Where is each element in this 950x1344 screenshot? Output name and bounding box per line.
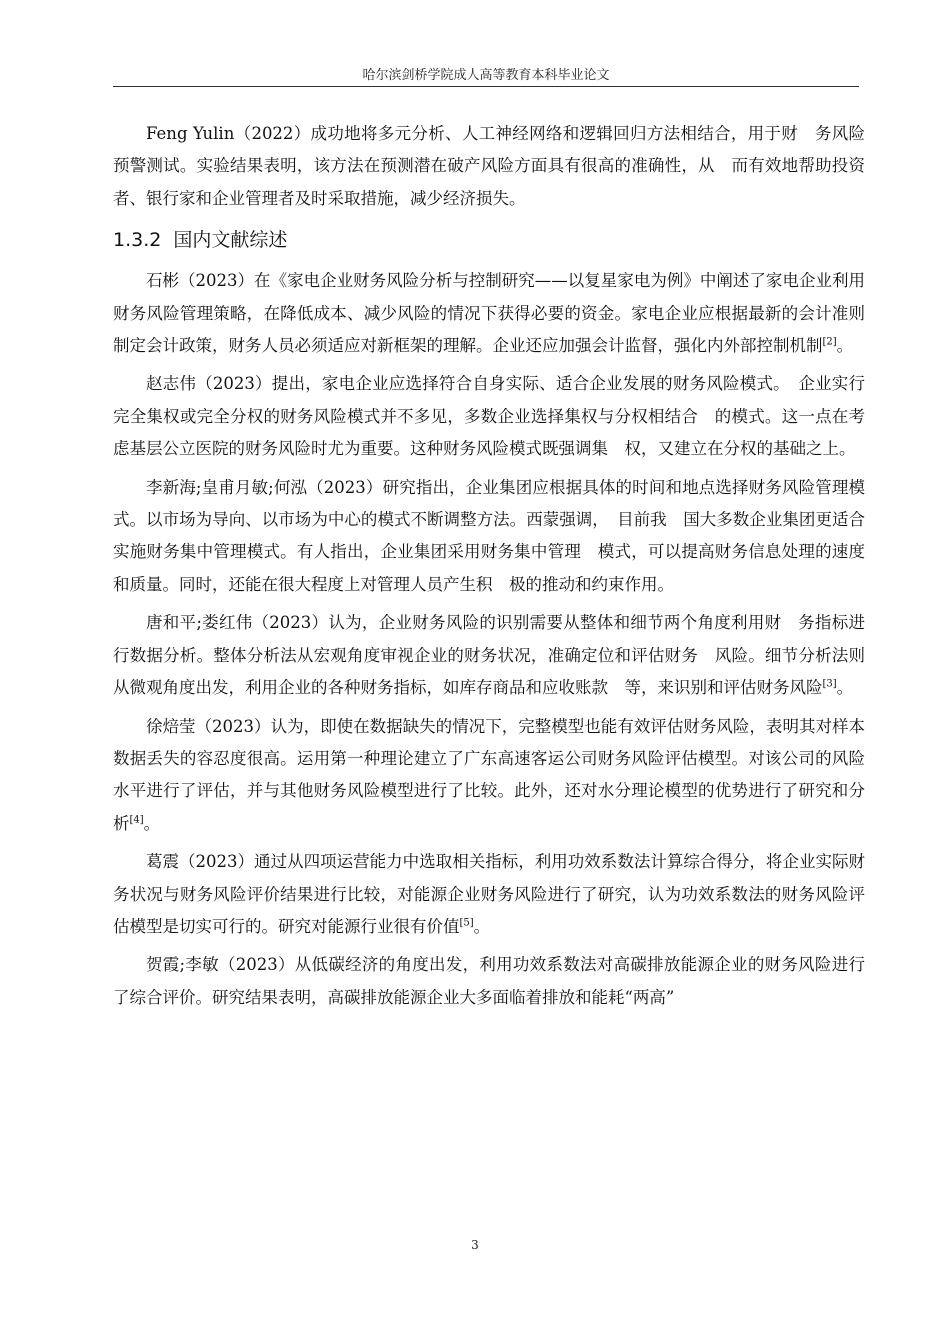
paragraph-text: 葛震（2023）通过从四项运营能力中选取相关指标，利用功效系数法计算综合得分，将企业实际财务状况与财务风险评价结果进行比较，对能源企业财务风险进行了研究，认为功效系数法的财务风险评估模型是切实可行的。研究对能源行业很有价值 [113,852,865,936]
citation-ref: [4] [129,814,144,826]
paragraph-text: 徐焙莹（2023）认为，即使在数据缺失的情况下，完整模型也能有效评估财务风险，表明其对样本数据丢失的容忍度很高。运用第一种理论建立了广东高速客运公司财务风险评估模型。对该公司的风险水平进行了评估，并与其他财务风险模型进行了比较。此外，还对水分理论模型的优势进行了研究和分析 [113,716,865,833]
paragraph-text: 李新海;皇甫月敏;何泓（2023）研究指出，企业集团应根据具体的时间和地点选择财务风险管理模式。以市场为导向、以市场为中心的模式不断调整方法。西蒙强调， 目前我 国大多数企业集团更适合实施财务集中管理模式。有人指出，企业集团采用财务集中管理 模式，可以提高财务信息处理的速度和质量。同时，还能在很大程度上对管理人员产生积 极的推动和约束作用。 [113,477,865,594]
citation-ref: [2] [822,336,837,348]
paragraph [113,846,865,943]
paragraph [113,368,865,465]
paragraph [113,265,865,362]
paragraph [113,711,865,841]
header-rule [113,86,859,87]
section-number: 1.3.2 [113,229,162,252]
paragraph-tail: 。 [836,336,854,356]
citation-ref: [3] [822,678,837,690]
paragraph [113,472,865,602]
page-header: 哈尔滨剑桥学院成人高等教育本科毕业论文 [362,68,610,83]
page-number: 3 [471,1238,479,1252]
paragraph-text: Feng Yulin（2022）成功地将多元分析、人工神经网络和逻辑回归方法相结合，用于财 务风险预警测试。实验结果表明，该方法在预测潜在破产风险方面具有很高的准确性，从 而有效地帮助投资者、银行家和企业管理者及时采取措施，减少经济损失。 [113,124,865,208]
paragraph-text: 赵志伟（2023）提出，家电企业应选择符合自身实际、适合企业发展的财务风险模式。 企业实行完全集权或完全分权的财务风险模式并不多见，多数企业选择集权与分权相结合 的模式。这一点在考虑基层公立医院的财务风险时尤为重要。这种财务风险模式既强调集 权，又建立在分权的基础之上。 [113,374,865,459]
paragraph-text: 石彬（2023）在《家电企业财务风险分析与控制研究——以复星家电为例》中阐述了家电企业利用财务风险管理策略，在降低成本、减少风险的情况下获得必要的资金。家电企业应根据最新的会计准则制定会计政策，财务人员必须适应对新框架的理解。企业还应加强会计监督，强化内外部控制机制 [113,271,865,356]
paragraph-tail: 。 [836,678,854,698]
paragraph [113,118,865,215]
section-title: 国内文献综述 [173,229,288,252]
citation-ref: [5] [459,917,474,929]
paragraph [113,949,865,1014]
paragraph-text: 贺霞;李敏（2023）从低碳经济的角度出发，利用功效系数法对高碳排放能源企业的财务风险进行了综合评价。研究结果表明，高碳排放能源企业大多面临着排放和能耗“两高” [113,955,865,1007]
document-body [113,118,865,1020]
paragraph-tail: 。 [473,916,491,936]
section-heading [113,221,865,259]
paragraph-text: 唐和平;娄红伟（2023）认为，企业财务风险的识别需要从整体和细节两个角度利用财 务指标进行数据分析。整体分析法从宏观角度审视企业的财务状况，准确定位和评估财务 风险。细节分析法则从微观角度出发，利用企业的各种财务指标，如库存商品和应收账款 等，来识别和评估财务风险 [113,613,865,698]
paragraph [113,607,865,704]
paragraph-tail: 。 [143,813,161,833]
